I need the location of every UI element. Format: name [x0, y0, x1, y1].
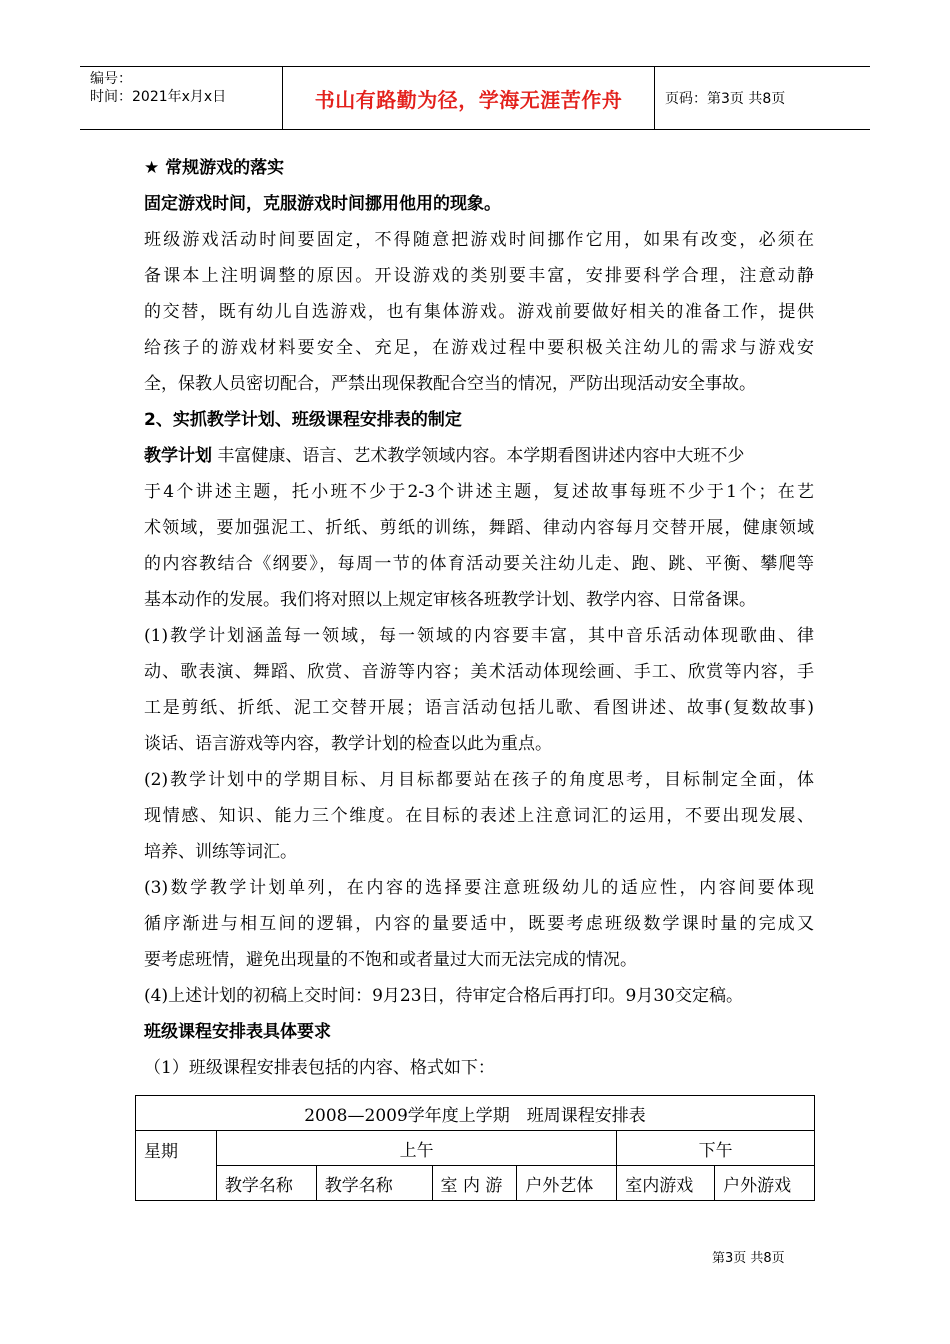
header-number: 编号： — [90, 71, 132, 87]
schedule-table — [135, 1095, 815, 1201]
paragraph-line: 的交替，既有幼儿自选游戏，也有集体游戏。游戏前要做好相关的准备工作，提供 — [144, 302, 814, 322]
table-cell: 教学名称 — [216, 1166, 316, 1201]
list-item-line: 循序渐进与相互间的逻辑，内容的量要适中，既要考虑班级数学课时量的完成又 — [144, 914, 814, 934]
section-title-games: ★ 常规游戏的落实 — [144, 158, 285, 178]
list-item-line: (2)教学计划中的学期目标、月目标都要站在孩子的角度思考，目标制定全面，体 — [144, 770, 814, 790]
section-title-schedule: 班级课程安排表具体要求 — [144, 1022, 331, 1042]
list-item-line: （1）班级课程安排表包括的内容、格式如下： — [144, 1058, 495, 1078]
header-motto: 书山有路勤为径，学海无涯苦作舟 — [314, 87, 623, 112]
list-item-line: (1)教学计划涵盖每一领域，每一领域的内容要丰富，其中音乐活动体现歌曲、律 — [144, 626, 814, 646]
table-row — [136, 1096, 815, 1131]
list-item-line: 现情感、知识、能力三个维度。在目标的表述上注意词汇的运用，不要出现发展、 — [144, 806, 814, 826]
table-cell: 教学名称 — [316, 1166, 432, 1201]
paragraph-line: 的内容教结合《纲要》，每周一节的体育活动要关注幼儿走、跑、跳、平衡、攀爬等 — [144, 554, 814, 574]
table-row — [136, 1131, 815, 1166]
page-footer: 第3页 共8页 — [712, 1251, 785, 1266]
paragraph-line: 基本动作的发展。我们将对照以上规定审核各班教学计划、教学内容、日常备课。 — [144, 590, 756, 610]
document-body — [144, 150, 814, 1086]
paragraph-line — [144, 438, 814, 474]
list-item-line: (4)上述计划的初稿上交时间：9月23日，待审定合格后再打印。9月30交定稿。 — [144, 986, 743, 1006]
table-cell: 户外艺体 — [517, 1166, 617, 1201]
paragraph-line: 班级游戏活动时间要固定，不得随意把游戏时间挪作它用，如果有改变，必须在 — [144, 230, 814, 250]
table-row — [136, 1166, 815, 1201]
header-time: 时间：2021年x月x日 — [90, 89, 227, 105]
afternoon-header: 下午 — [617, 1131, 815, 1166]
plan-label: 教学计划 — [144, 446, 212, 466]
table-cell: 室 内 游 — [432, 1166, 517, 1201]
page-header — [80, 66, 870, 130]
paragraph-line: 备课本上注明调整的原因。开设游戏的类别要丰富，安排要科学合理，注意动静 — [144, 266, 814, 286]
paragraph-line: 术领域，要加强泥工、折纸、剪纸的训练，舞蹈、律动内容每月交替开展，健康领域 — [144, 518, 814, 538]
list-item-line: 要考虑班情，避免出现量的不饱和或者量过大而无法完成的情况。 — [144, 950, 637, 970]
list-item-line: (3)数学教学计划单列，在内容的选择要注意班级幼儿的适应性，内容间要体现 — [144, 878, 814, 898]
header-page-code: 页码：第3页 共8页 — [665, 91, 786, 107]
list-item-line: 动、歌表演、舞蹈、欣赏、音游等内容；美术活动体现绘画、手工、欣赏等内容，手 — [144, 662, 814, 682]
table-title: 2008—2009学年度上学期 班周课程安排表 — [136, 1096, 815, 1131]
paragraph-line: 全，保教人员密切配合，严禁出现保教配合空当的情况，严防出现活动安全事故。 — [144, 374, 756, 394]
list-item-line: 谈话、语言游戏等内容，教学计划的检查以此为重点。 — [144, 734, 552, 754]
section-title-plan: 2、实抓教学计划、班级课程安排表的制定 — [144, 410, 462, 430]
table-cell: 户外游戏 — [715, 1166, 815, 1201]
list-item-line: 工是剪纸、折纸、泥工交替开展；语言活动包括儿歌、看图讲述、故事(复数故事) — [144, 698, 814, 718]
list-item-line: 培养、训练等词汇。 — [144, 842, 297, 862]
paragraph-line: 给孩子的游戏材料要安全、充足，在游戏过程中要积极关注幼儿的需求与游戏安 — [144, 338, 814, 358]
weekday-header: 星期 — [136, 1131, 217, 1201]
morning-header: 上午 — [216, 1131, 616, 1166]
header-meta — [90, 70, 226, 106]
paragraph-line: 于4个讲述主题，托小班不少于2-3个讲述主题，复述故事每班不少于1个；在艺 — [144, 482, 814, 502]
plan-text: 丰富健康、语言、艺术教学领域内容。本学期看图讲述内容中大班不少 — [212, 446, 745, 466]
header-divider — [654, 67, 655, 129]
section-subtitle-games: 固定游戏时间，克服游戏时间挪用他用的现象。 — [144, 194, 501, 214]
table-cell: 室内游戏 — [617, 1166, 715, 1201]
